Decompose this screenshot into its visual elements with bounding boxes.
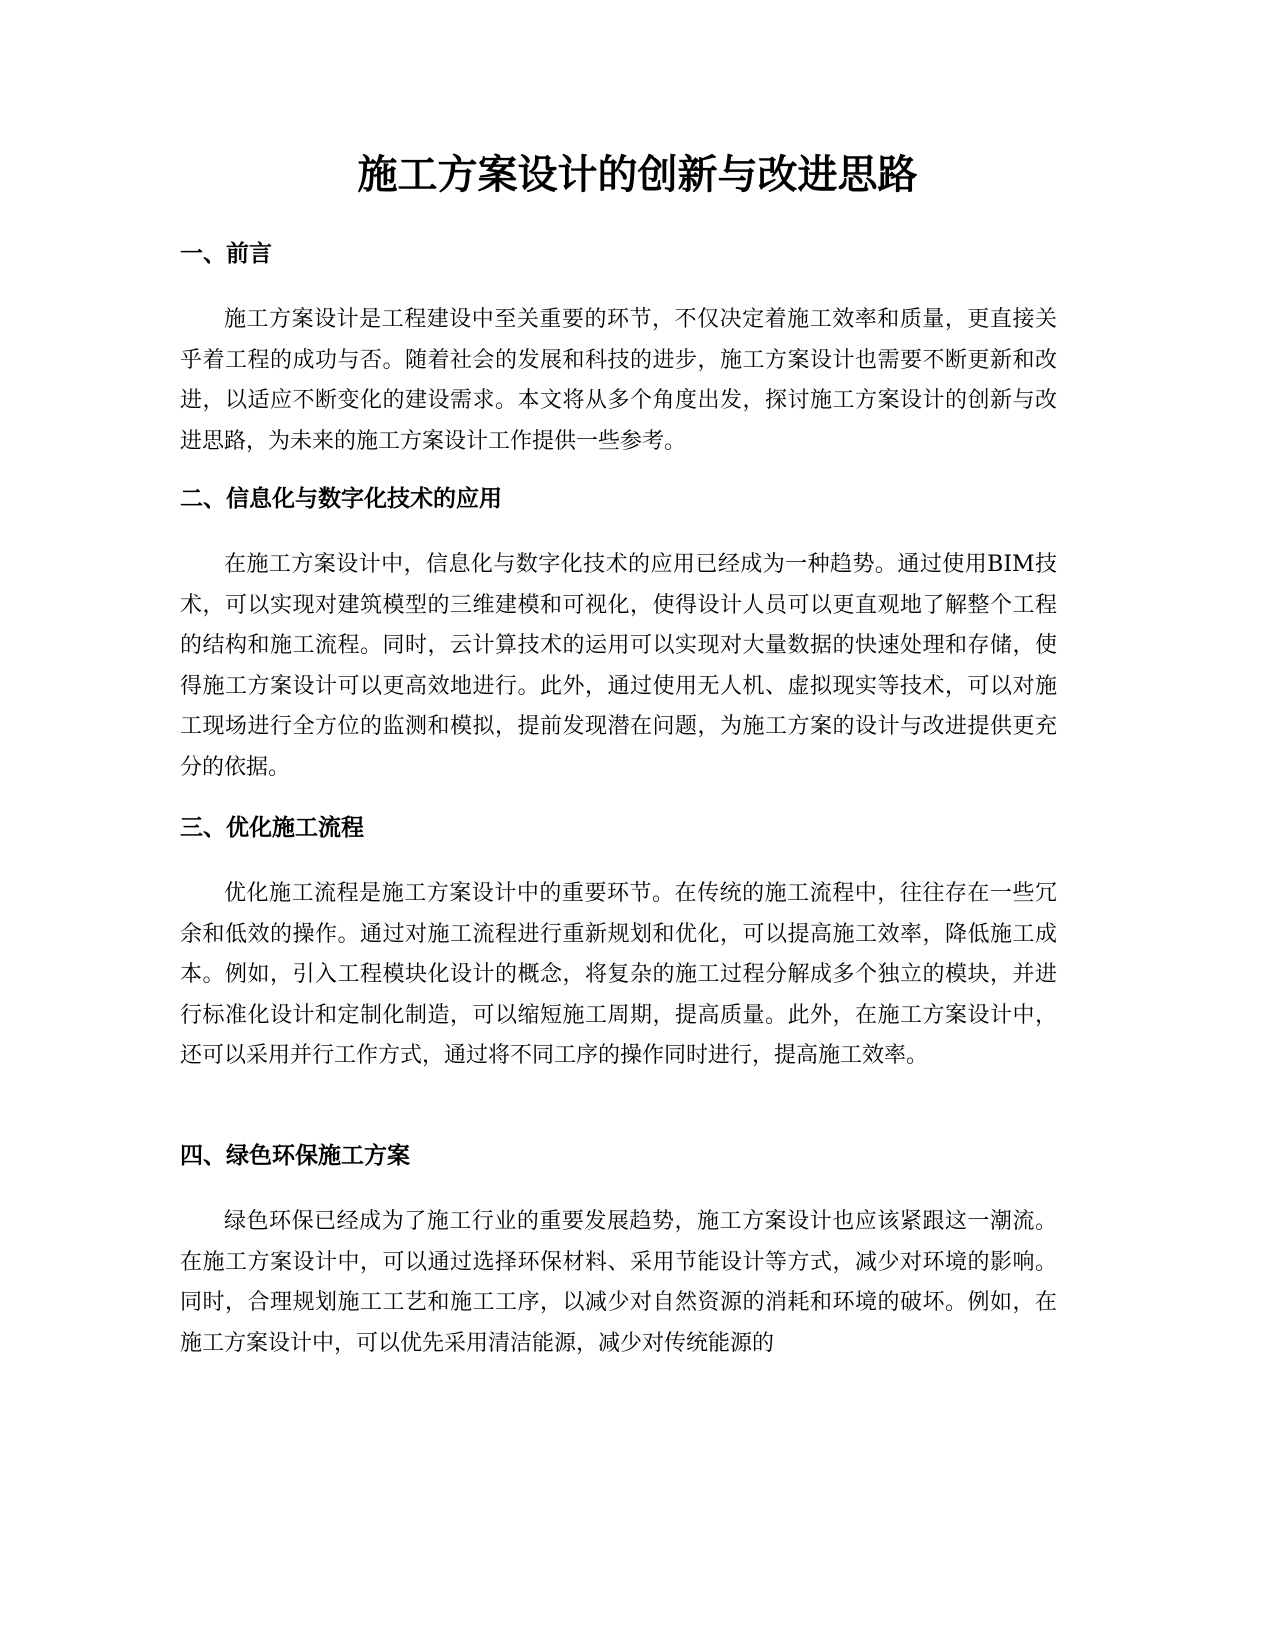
section-heading: 一、前言 xyxy=(180,241,272,267)
section-heading: 四、绿色环保施工方案 xyxy=(180,1143,410,1169)
section-green-construction xyxy=(180,1141,1057,1364)
section-process-optimization xyxy=(180,813,1057,1077)
section-paragraph: 在施工方案设计中，信息化与数字化技术的应用已经成为一种趋势。通过使用BIM技术，可以实现对建筑模型的三维建模和可视化，使得设计人员可以更直观地了解整个工程的结构和施工流程。同时，云计算技术的运用可以实现对大量数据的快速处理和存储，使得施工方案设计可以更高效地进行。此外，通过使用无人机、虚拟现实等技术，可以对施工现场进行全方位的监测和模拟，提前发现潜在问题，为施工方案的设计与改进提供更充分的依据。 xyxy=(180,552,1057,780)
section-digital-technology xyxy=(180,484,1057,788)
document-title: 施工方案设计的创新与改进思路 xyxy=(357,152,918,198)
section-preface xyxy=(180,239,1057,462)
section-heading: 二、信息化与数字化技术的应用 xyxy=(180,486,502,512)
section-paragraph: 绿色环保已经成为了施工行业的重要发展趋势，施工方案设计也应该紧跟这一潮流。在施工方案设计中，可以通过选择环保材料、采用节能设计等方式，减少对环境的影响。同时，合理规划施工工艺和施工工序，以减少对自然资源的消耗和环境的破坏。例如，在施工方案设计中，可以优先采用清洁能源，减少对传统能源的 xyxy=(180,1209,1057,1356)
section-heading: 三、优化施工流程 xyxy=(180,815,364,841)
section-paragraph: 优化施工流程是施工方案设计中的重要环节。在传统的施工流程中，往往存在一些冗余和低效的操作。通过对施工流程进行重新规划和优化，可以提高施工效率，降低施工成本。例如，引入工程模块化设计的概念，将复杂的施工过程分解成多个独立的模块，并进行标准化设计和定制化制造，可以缩短施工周期，提高质量。此外，在施工方案设计中，还可以采用并行工作方式，通过将不同工序的操作同时进行，提高施工效率。 xyxy=(180,881,1057,1068)
section-paragraph: 施工方案设计是工程建设中至关重要的环节，不仅决定着施工效率和质量，更直接关乎着工程的成功与否。随着社会的发展和科技的进步，施工方案设计也需要不断更新和改进，以适应不断变化的建设需求。本文将从多个角度出发，探讨施工方案设计的创新与改进思路，为未来的施工方案设计工作提供一些参考。 xyxy=(180,307,1057,454)
